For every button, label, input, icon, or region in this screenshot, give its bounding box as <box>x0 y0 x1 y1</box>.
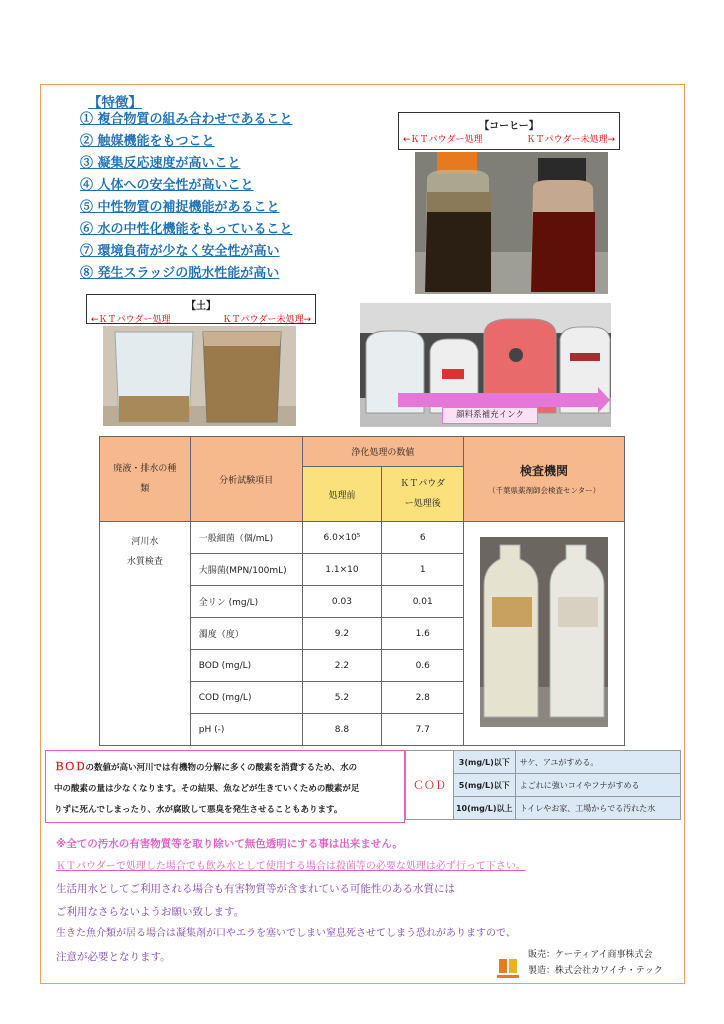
bod-line1: の数値が高い河川では有機物の分解に多くの酸素を消費するため、水の <box>85 763 358 773</box>
table-cell-item: 濁度（度） <box>190 618 302 650</box>
sample-bottles-image <box>480 537 608 727</box>
agency-name: （千葉県薬剤師会検査センター） <box>487 486 601 495</box>
cod-desc: よごれに強いコイやフナがすめる <box>515 774 680 797</box>
cod-label: ＣＯＤ <box>406 751 454 820</box>
cod-level: 5(mg/L)以下 <box>453 774 515 797</box>
caution-notes <box>56 833 526 968</box>
feature-item: ⑥ 水の中性化機能をもっていること <box>80 222 293 237</box>
ink-label <box>442 407 538 424</box>
coffee-title: 【コーヒー】 <box>479 121 539 132</box>
table-cell-after: 0.01 <box>382 586 464 618</box>
table-cell-item: 全リン (mg/L) <box>190 586 302 618</box>
cod-level: 10(mg/L)以上 <box>453 797 515 820</box>
note-line: 注意が必要となります。 <box>56 950 171 963</box>
note-line: 生きた魚介類が居る場合は凝集剤が口やエラを塞いでしまい窒息死させてしまう恐れがありますので、 <box>56 928 516 939</box>
footer-maker: 製造：株式会社カワイチ・テック <box>528 966 663 976</box>
table-cell-item: 一般細菌（個/mL) <box>190 522 302 554</box>
footer-seller: 販売：ケーティアイ商事株式会 <box>528 950 653 960</box>
table-cell-before: 8.8 <box>302 714 382 746</box>
feature-item: ③ 凝集反応速度が高いこと <box>80 156 241 171</box>
soil-beakers-image <box>103 326 296 426</box>
cod-level: 3(mg/L)以下 <box>453 751 515 774</box>
table-cell-after: 7.7 <box>382 714 464 746</box>
company-logo-icon <box>497 957 519 979</box>
feature-item: ⑦ 環境負荷が少なく安全性が高い <box>80 244 280 259</box>
table-cell-item: BOD (mg/L) <box>190 650 302 682</box>
table-cell-after: 1 <box>382 554 464 586</box>
cod-desc: トイレやお家、工場からでる汚れた水 <box>515 797 680 820</box>
sample-sub: 水質検査 <box>126 557 163 567</box>
table-cell-before: 9.2 <box>302 618 382 650</box>
features-list <box>80 91 293 285</box>
cod-table <box>405 750 681 820</box>
bod-line2: 中の酸素の量は少なくなります。その結果、魚などが生きていくための酸素が足 <box>54 784 360 794</box>
table-cell-item: 大腸菌(MPN/100mL) <box>190 554 302 586</box>
note-line: ＫＴパウダーで処理した場合でも飲み水として使用する場合は殺菌等の必要な処理は必ず行って下さい。 <box>56 860 526 872</box>
note-line: ※全ての汚水の有害物質等を取り除いて無色透明にする事は出来ません。 <box>56 838 403 850</box>
ink-label-text: 顔料系補充インク <box>456 410 524 420</box>
coffee-caption <box>398 112 620 150</box>
sample-type-cell <box>100 522 191 746</box>
table-cell-before: 6.0×10⁵ <box>302 522 382 554</box>
analysis-table <box>99 436 625 746</box>
table-cell-after: 6 <box>382 522 464 554</box>
table-cell-before: 0.03 <box>302 586 382 618</box>
header-agency <box>464 437 625 522</box>
soil-caption <box>86 294 316 324</box>
header-before: 処理前 <box>302 467 382 522</box>
feature-item: ② 触媒機能をもつこと <box>80 134 215 149</box>
note-line: ご利用なさらないようお願い致します。 <box>56 905 245 918</box>
feature-item: ⑤ 中性物質の補捉機能があること <box>80 200 280 215</box>
bod-line3: りずに死んでしまったり、水が腐敗して悪臭を発生させることもあります。 <box>54 805 343 815</box>
coffee-right-label: ＫＴパウダー未処理→ <box>526 135 615 145</box>
cod-desc: サケ、アユがすめる。 <box>515 751 680 774</box>
table-cell-after: 0.6 <box>382 650 464 682</box>
table-cell-before: 2.2 <box>302 650 382 682</box>
soil-photo <box>103 326 296 426</box>
feature-item: ④ 人体への安全性が高いこと <box>80 178 254 193</box>
table-cell-after: 2.8 <box>382 682 464 714</box>
features-title: 【特徴】 <box>88 95 142 111</box>
header-item: 分析試験項目 <box>190 437 302 522</box>
soil-title: 【土】 <box>186 301 216 312</box>
company-logo <box>497 957 519 979</box>
header-after: ＫＴパウダー処理後 <box>382 467 464 522</box>
bod-explanation <box>45 750 405 823</box>
feature-item: ⑧ 発生スラッジの脱水性能が高い <box>80 266 280 281</box>
table-cell-before: 1.1×10 <box>302 554 382 586</box>
header-values: 浄化処理の数値 <box>302 437 464 467</box>
table-cell-item: pH (-) <box>190 714 302 746</box>
coffee-left-label: ←ＫＴパウダー処理 <box>403 135 483 145</box>
soil-left-label: ←ＫＴパウダー処理 <box>91 315 171 325</box>
coffee-bottles-image <box>415 152 608 294</box>
coffee-photo <box>415 152 608 294</box>
footer <box>528 947 663 979</box>
table-cell-before: 5.2 <box>302 682 382 714</box>
sample-bottles-cell <box>464 522 625 746</box>
table-cell-after: 1.6 <box>382 618 464 650</box>
sample-type: 河川水 <box>131 537 159 547</box>
agency-title: 検査機関 <box>520 464 569 478</box>
feature-item: ① 複合物質の組み合わせであること <box>80 112 293 127</box>
bod-lead: ＢＯＤ <box>54 761 86 773</box>
header-type: 廃液・排水の種類 <box>100 437 191 522</box>
note-line: 生活用水としてご利用される場合も有害物質等が含まれている可能性のある水質には <box>56 883 455 895</box>
table-cell-item: COD (mg/L) <box>190 682 302 714</box>
soil-right-label: ＫＴパウダー未処理→ <box>222 315 311 325</box>
